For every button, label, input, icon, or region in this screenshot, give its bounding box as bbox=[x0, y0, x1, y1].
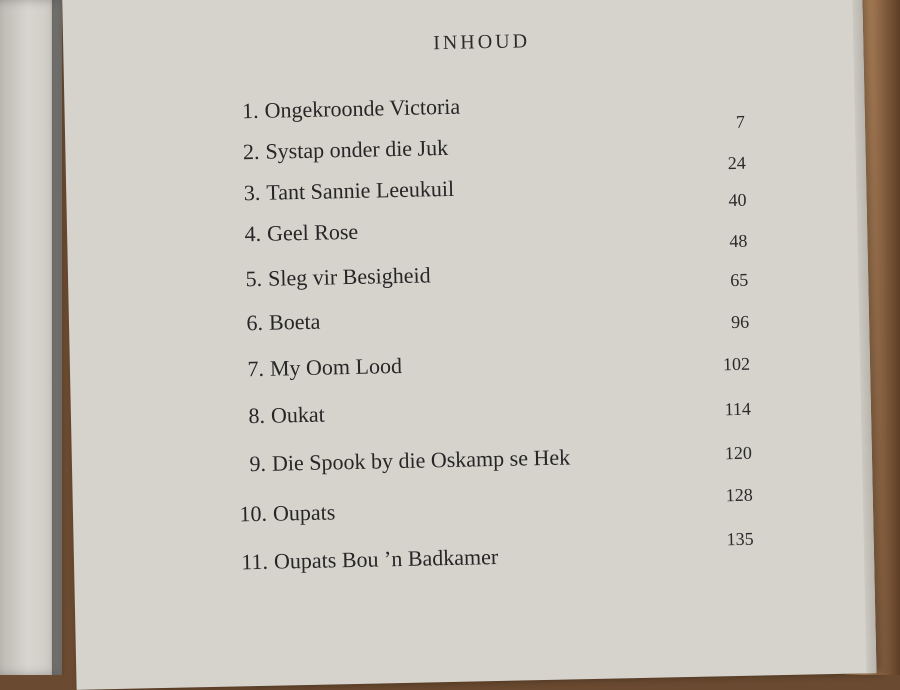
table-of-contents bbox=[62, 0, 876, 690]
entry-page: 65 bbox=[730, 269, 749, 291]
entry-page: 128 bbox=[725, 484, 753, 506]
entry-title: Oupats Bou ’n Badkamer bbox=[273, 543, 499, 574]
entry-number: 10. bbox=[239, 500, 268, 527]
toc-entry bbox=[70, 343, 871, 396]
toc-entry bbox=[68, 253, 869, 306]
entry-number: 7. bbox=[247, 355, 265, 382]
entry-page: 48 bbox=[729, 230, 748, 252]
entry-page: 7 bbox=[735, 111, 746, 132]
entry-page: 120 bbox=[724, 442, 753, 464]
entry-page: 102 bbox=[722, 353, 751, 375]
entry-number: 11. bbox=[241, 548, 269, 575]
entry-number: 4. bbox=[244, 220, 262, 247]
entry-title: Ongekroonde Victoria bbox=[264, 93, 461, 123]
entry-number: 8. bbox=[248, 402, 266, 429]
entry-page: 96 bbox=[730, 311, 750, 333]
entry-number: 5. bbox=[245, 265, 263, 292]
entry-title: Sleg vir Besigheid bbox=[267, 262, 431, 291]
entry-title: Oukat bbox=[270, 401, 325, 428]
entry-title: Systap onder die Juk bbox=[265, 134, 449, 164]
contents-page bbox=[62, 0, 876, 690]
entry-title: Geel Rose bbox=[266, 218, 359, 246]
entry-title: My Oom Lood bbox=[269, 352, 403, 381]
toc-entry bbox=[72, 438, 873, 491]
toc-entry bbox=[74, 528, 875, 589]
entry-number: 6. bbox=[246, 309, 264, 336]
entry-page: 40 bbox=[728, 189, 747, 211]
entry-number: 9. bbox=[249, 450, 267, 477]
entry-page: 114 bbox=[724, 398, 752, 420]
contents-heading: INHOUD bbox=[432, 30, 531, 55]
toc-entry bbox=[71, 390, 872, 443]
entry-number: 1. bbox=[241, 97, 259, 124]
entry-number: 2. bbox=[242, 138, 260, 165]
toc-entry bbox=[69, 297, 870, 350]
entry-title: Oupats bbox=[272, 499, 336, 526]
entry-title: Tant Sannie Leeukuil bbox=[266, 175, 455, 205]
entry-page: 135 bbox=[726, 528, 754, 550]
entry-title: Boeta bbox=[268, 308, 321, 335]
entry-page: 24 bbox=[727, 152, 746, 174]
entry-number: 3. bbox=[243, 179, 261, 206]
entry-title: Die Spook by die Oskamp se Hek bbox=[271, 444, 571, 476]
